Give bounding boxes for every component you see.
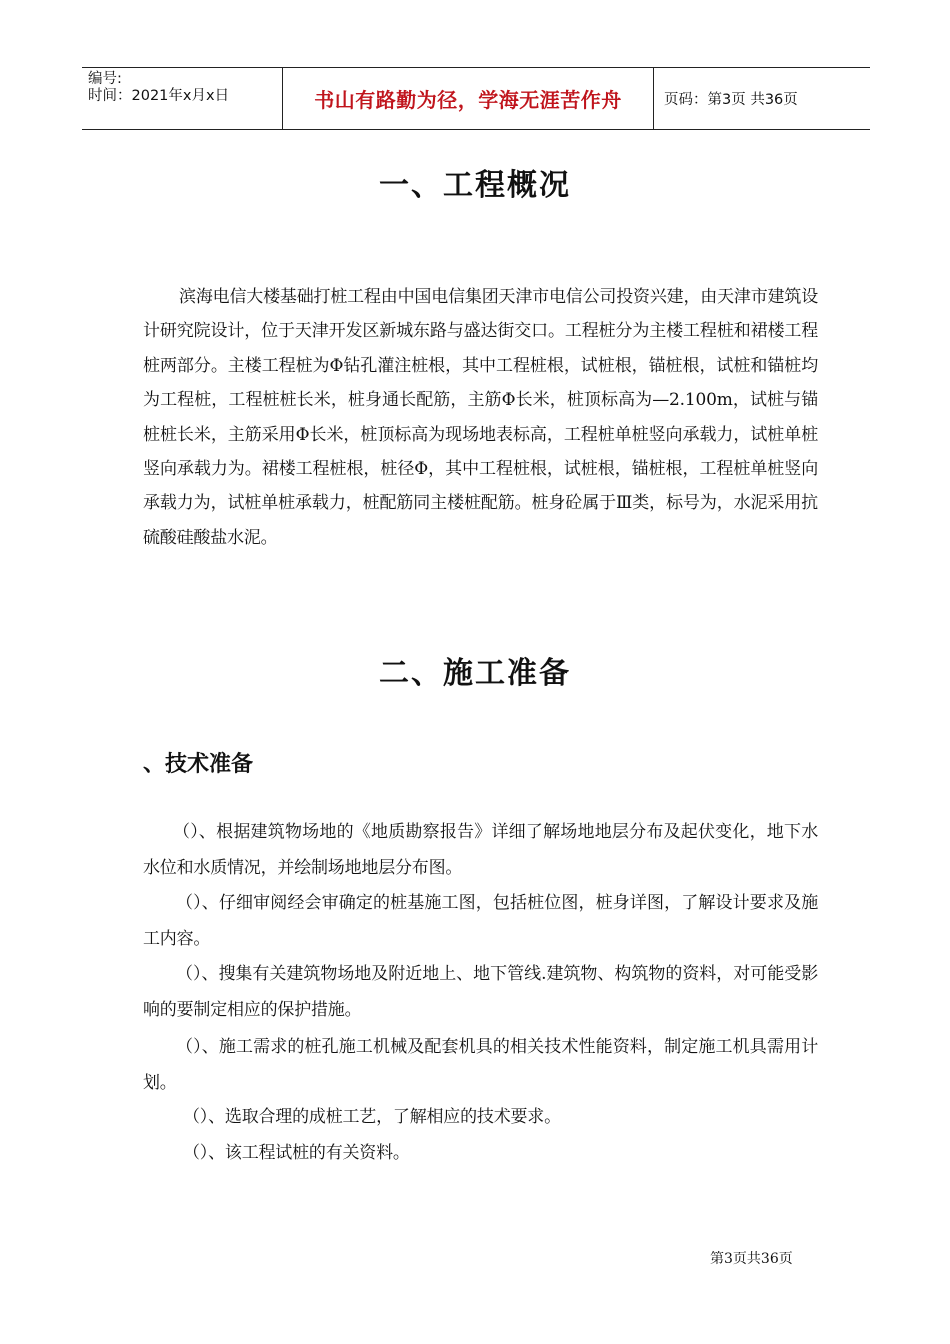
header-page-number: 页码：第3页 共36页 xyxy=(664,92,798,108)
section-title-overview: 一、工程概况 xyxy=(379,168,571,203)
header-left-cell xyxy=(82,68,282,129)
subsection-title-technical: 、技术准备 xyxy=(143,752,254,777)
list-item: （）、根据建筑物场地的《地质勘察报告》详细了解场地地层分布及起伏变化，地下水水位和水质情况，并绘制场地地层分布图。 xyxy=(143,822,818,878)
header-motto-cell xyxy=(282,68,654,129)
list-item: （）、该工程试桩的有关资料。 xyxy=(183,1143,410,1163)
list-item: （）、搜集有关建筑物场地及附近地上、地下管线.建筑物、构筑物的资料，对可能受影响的要制定相应的保护措施。 xyxy=(143,964,818,1020)
overview-paragraph xyxy=(143,280,818,555)
header-page-cell xyxy=(654,68,870,129)
document-time-label: 时间：2021年x月x日 xyxy=(88,88,230,104)
header-motto: 书山有路勤为径，学海无涯苦作舟 xyxy=(314,88,622,112)
list-item: （）、选取合理的成桩工艺，了解相应的技术要求。 xyxy=(183,1107,561,1127)
footer-page-number: 第3页共36页 xyxy=(710,1251,793,1267)
list-item: （）、仔细审阅经会审确定的桩基施工图，包括桩位图，桩身详图，了解设计要求及施工内容。 xyxy=(143,893,818,949)
list-item: （）、施工需求的桩孔施工机械及配套机具的相关技术性能资料，制定施工机具需用计划。 xyxy=(143,1037,818,1093)
overview-paragraph-text: 滨海电信大楼基础打桩工程由中国电信集团天津市电信公司投资兴建，由天津市建筑设计研究院设计，位于天津开发区新城东路与盛达街交口。工程桩分为主楼工程桩和裙楼工程桩两部分。主楼工程桩为Φ钻孔灌注桩根，其中工程桩根，试桩根，锚桩根，试桩和锚桩均为工程桩，工程桩桩长米，桩身通长配筋，主筋Φ长米，桩顶标高为—2.100m，试桩与锚桩桩长米，主筋采用Φ长米，桩顶标高为现场地表标高，工程桩单桩竖向承载力，试桩单桩竖向承载力为。裙楼工程桩根，桩径Φ，其中工程桩根，试桩根，锚桩根，工程桩单桩竖向承载力为，试桩单桩承载力，桩配筋同主楼桩配筋。桩身砼属于Ⅲ类，标号为，水泥采用抗硫酸硅酸盐水泥。 xyxy=(143,287,818,548)
section-title-preparation: 二、施工准备 xyxy=(379,656,571,691)
page-header xyxy=(82,67,870,130)
document-number-label: 编号: xyxy=(88,71,122,87)
